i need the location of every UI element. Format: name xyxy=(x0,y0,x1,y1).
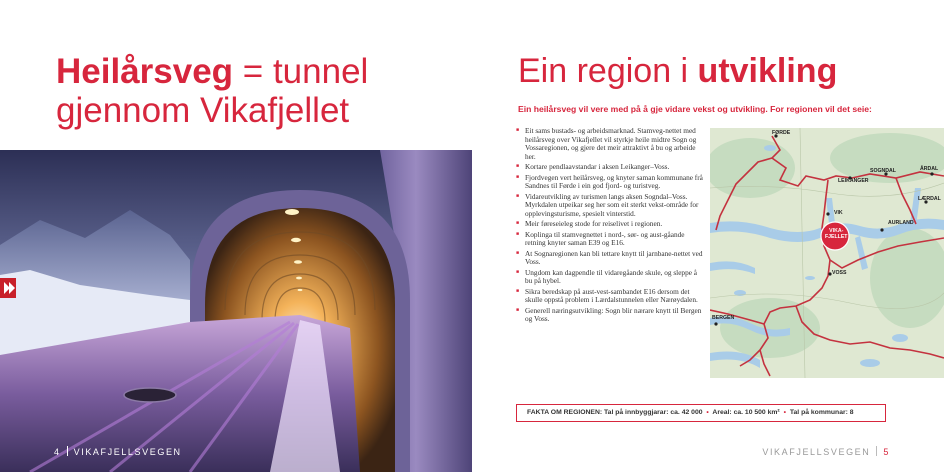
map-label-ardal: ÅRDAL xyxy=(920,166,939,172)
map-label-bergen: BERGEN xyxy=(712,315,735,321)
map-label-voss: VOSS xyxy=(832,270,847,276)
facts-separator: • xyxy=(783,409,786,416)
list-item: ■ Generell næringsutvikling: Sogn blir nærare knytt til Bergen og Voss. xyxy=(516,307,706,324)
title-rest: = tunnel xyxy=(233,52,369,91)
title-line-2: gjennom Vikafjellet xyxy=(56,91,350,130)
region-facts-box xyxy=(516,404,886,422)
list-item: ■ Eit sams bustads- og arbeidsmarknad. Stamveg-nettet med heilårsveg over Vikafjellet vil styrkje heile midtre Sogn og Vossaregionen, og gjere det meir attraktivt å bu og arbeide her. xyxy=(516,127,706,162)
facts-population: Tal på innbyggjarar: ca. 42 000 xyxy=(604,409,703,416)
vikafjellet-line-2: FJELLET xyxy=(825,234,848,240)
footer-right xyxy=(762,446,890,457)
list-item: ■ Ungdom kan dagpendle til vidaregåande skule, og sleppe å bu på hybel. xyxy=(516,269,706,286)
title-bold-word: utvikling xyxy=(697,52,838,90)
list-item: ■ Fjordvegen vert heilårsveg, og knyter saman kommunane frå Sandnes til Førde i ein god fjord- og turistveg. xyxy=(516,174,706,191)
map-label-sogndal: SOGNDAL xyxy=(870,168,896,174)
intro-text: Ein heilårsveg vil vere med på å gje vidare vekst og utvikling. For regionen vil det seie: xyxy=(518,104,872,114)
map-label-vikafjellet xyxy=(825,228,847,240)
tunnel-photo xyxy=(0,150,472,472)
page-title-right xyxy=(518,52,837,90)
list-item: ■ Vidareutvikling av turismen langs aksen Sogndal–Voss. Myrkdalen utpeikar seg her som eit sterkt vekst-område for opplevingsturisme, spesielt vinterstid. xyxy=(516,193,706,219)
page-number-right: 5 xyxy=(883,447,890,457)
vikafjellet-line-1: VIKA- xyxy=(829,228,844,234)
region-map xyxy=(710,128,944,378)
map-label-laerdal: LÆRDAL xyxy=(918,196,941,202)
facts-separator: • xyxy=(706,409,709,416)
list-item: ■ Sikra beredskap på aust-vest-sambandet E16 dersom det skulle oppstå problem i Lærdalstunnelen eller Nærøydalen. xyxy=(516,288,706,305)
map-drawing xyxy=(710,128,944,378)
map-label-leikanger: LEIKANGER xyxy=(838,178,869,184)
title-bold-word: Heilårsveg xyxy=(56,52,234,91)
footer-divider xyxy=(876,446,877,456)
facts-label: FAKTA OM REGIONEN: xyxy=(527,409,603,416)
footer-brand-right: VIKAFJELLSVEGEN xyxy=(762,447,871,457)
footer-brand-left: VIKAFJELLSVEGEN xyxy=(73,447,182,457)
footer-left xyxy=(54,446,182,457)
list-item: ■ Meir føreseieleg stode for reiselivet i regionen. xyxy=(516,220,706,229)
page-number-left: 4 xyxy=(54,447,61,457)
map-label-forde: FØRDE xyxy=(772,130,791,136)
map-label-vik: VIK xyxy=(834,210,843,216)
title-normal: Ein region i xyxy=(518,52,698,90)
list-item: ■ Kortare pendlaavstandar i aksen Leikanger–Voss. xyxy=(516,163,706,172)
right-page xyxy=(472,0,944,472)
facts-municipalities: Tal på kommunar: 8 xyxy=(789,409,854,416)
tunnel-illustration xyxy=(0,150,472,472)
benefit-list xyxy=(516,127,706,326)
footer-divider xyxy=(67,446,68,456)
list-item: ■ At Sognaregionen kan bli tettare knytt til jarnbane-nettet ved Voss. xyxy=(516,250,706,267)
page-title-left xyxy=(56,52,368,130)
list-item: ■ Koplinga til stamvegnettet i nord-, sør- og aust-gåande retning knyter saman E39 og E16. xyxy=(516,231,706,248)
facts-area: Areal: ca. 10 500 km² xyxy=(712,409,780,416)
map-label-aurland: AURLAND xyxy=(888,220,914,226)
